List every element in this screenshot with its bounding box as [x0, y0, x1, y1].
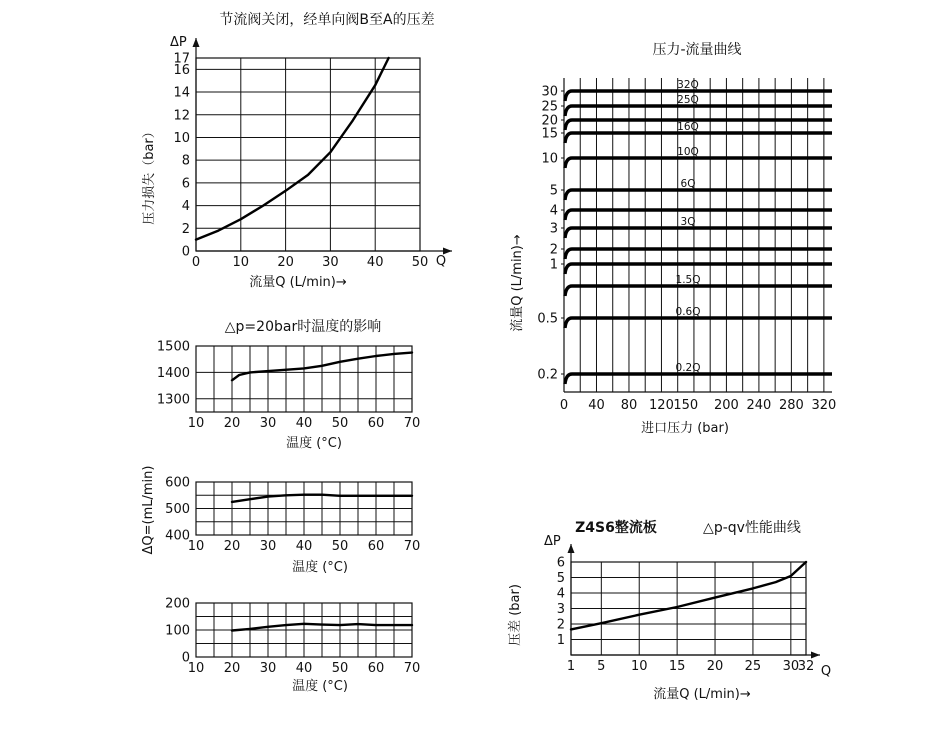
x-tick-label: 40	[295, 416, 313, 431]
x-axis-end-label: Q	[435, 254, 447, 269]
series-line	[565, 210, 832, 220]
chart-temp_flow	[165, 597, 420, 695]
x-tick-label: 30	[259, 539, 277, 554]
x-tick-label: 20	[223, 539, 241, 554]
series-label: 10Q	[677, 146, 699, 158]
x-tick-label: 10	[187, 539, 205, 554]
y-tick-label: 25	[541, 99, 558, 115]
x-axis-label: 进口压力 (bar)	[641, 421, 729, 436]
series-line	[565, 286, 832, 296]
x-tick-label: 70	[403, 539, 421, 554]
x-tick-label: 50	[331, 539, 349, 554]
x-tick-label: 40	[588, 398, 605, 413]
y-tick-label: 5	[549, 183, 558, 199]
y-tick-label: 12	[173, 108, 190, 124]
y-axis-arrow	[568, 544, 575, 655]
x-tick-label: 50	[411, 255, 429, 270]
y-tick-label: 0.5	[537, 311, 558, 327]
y-tick-label: 500	[165, 502, 190, 517]
y-tick-label: 200	[165, 596, 190, 612]
y-tick-label: 4	[549, 203, 558, 219]
y-axis-label: 压力损失（bar）	[142, 125, 157, 225]
chart-z4s6	[508, 519, 831, 702]
series-label: 0.2Q	[675, 362, 701, 374]
y-tick-label: 4	[556, 586, 565, 602]
y-tick-label: 0	[181, 650, 190, 666]
x-axis-end-label: Q	[820, 664, 832, 679]
chart-throttle	[141, 11, 452, 290]
chart-pressure_flow	[509, 41, 836, 436]
series-label: 16Q	[677, 121, 699, 133]
x-tick-label: 150	[673, 398, 699, 413]
y-tick-label: 17	[173, 51, 190, 67]
x-tick-label: 20	[223, 661, 241, 676]
y-tick-label: 6	[556, 555, 565, 571]
y-tick-label: 1	[556, 633, 565, 648]
y-tick-label: 16	[173, 62, 190, 78]
x-tick-label: 200	[714, 398, 739, 413]
y-tick-label: 0.2	[537, 367, 558, 383]
y-tick-label: 30	[541, 84, 558, 100]
x-tick-label: 240	[746, 398, 772, 413]
series-label: 32Q	[677, 79, 699, 91]
x-tick-label: 15	[668, 659, 686, 674]
y-tick-label: 20	[541, 113, 558, 129]
y-tick-label: 0	[181, 244, 190, 260]
y-tick-label: 14	[173, 85, 190, 101]
data-line	[571, 562, 806, 629]
x-axis-arrow	[196, 248, 452, 255]
y-tick-label: 10	[173, 130, 190, 146]
series-label: 0.6Q	[675, 306, 701, 318]
x-tick-label: 60	[367, 416, 385, 431]
y-tick-label: 100	[165, 623, 190, 639]
y-tick-label: 10	[541, 151, 558, 167]
y-tick-label: 3	[549, 221, 558, 237]
x-axis-label: 流量Q (L/min)→	[653, 687, 751, 702]
x-tick-label: 80	[620, 398, 638, 413]
series-line	[565, 133, 832, 143]
y-tick-label: 8	[181, 153, 190, 169]
y-tick-label: 1400	[156, 365, 190, 381]
chart-temp_leak	[141, 466, 420, 575]
x-tick-label: 50	[331, 661, 349, 676]
x-axis-arrow	[571, 652, 820, 659]
series-line	[565, 190, 832, 200]
x-tick-label: 0	[559, 398, 569, 413]
x-tick-label: 20	[706, 659, 724, 674]
x-tick-label: 40	[366, 255, 384, 270]
x-tick-label: 10	[187, 661, 205, 676]
x-tick-label: 32	[797, 659, 815, 674]
x-tick-label: 70	[403, 416, 421, 431]
x-tick-label: 30	[259, 661, 277, 676]
y-axis-end-label: ΔP	[544, 534, 561, 549]
series-label: 1.5Q	[675, 274, 701, 286]
x-tick-label: 10	[232, 255, 250, 270]
y-axis-end-label: ΔP	[170, 35, 187, 50]
series-line	[565, 106, 832, 116]
y-axis-label: ΔQ=(mL/min)	[141, 465, 156, 555]
series-line	[565, 318, 832, 328]
y-tick-label: 2	[549, 242, 558, 258]
x-axis-label: 流量Q (L/min)→	[249, 275, 347, 290]
x-tick-label: 40	[295, 539, 313, 554]
x-tick-label: 10	[187, 416, 205, 431]
x-tick-label: 30	[259, 416, 277, 431]
y-tick-label: 2	[556, 617, 565, 633]
x-tick-label: 50	[331, 416, 349, 431]
y-tick-label: 5	[556, 571, 565, 586]
series-line	[565, 374, 832, 384]
y-tick-label: 1500	[156, 339, 190, 355]
chart-title: △p=20bar时温度的影响	[224, 319, 382, 335]
x-tick-label: 0	[191, 255, 201, 270]
x-axis-label: 温度 (°C)	[292, 560, 348, 575]
x-tick-label: 70	[403, 661, 421, 676]
chart-title: 节流阀关闭，经单向阀B至A的压差	[219, 12, 435, 28]
x-tick-label: 5	[597, 659, 606, 674]
y-tick-label: 1300	[156, 392, 190, 408]
chart-temp_pressure	[157, 318, 420, 451]
series-line	[565, 158, 832, 168]
y-tick-label: 3	[556, 602, 565, 617]
series-line	[565, 228, 832, 238]
x-tick-label: 10	[630, 659, 648, 674]
x-axis-label: 温度 (°C)	[292, 679, 348, 694]
y-tick-label: 4	[181, 199, 190, 215]
y-tick-label: 2	[181, 221, 190, 237]
series-line	[565, 264, 832, 274]
y-tick-label: 400	[165, 528, 190, 544]
x-tick-label: 30	[782, 659, 800, 674]
y-tick-label: 600	[165, 475, 190, 491]
x-tick-label: 30	[322, 255, 339, 270]
x-tick-label: 280	[778, 398, 804, 413]
series-line	[565, 249, 832, 259]
x-tick-label: 25	[744, 659, 762, 674]
series-label: 3Q	[680, 216, 696, 228]
data-line	[196, 58, 389, 240]
y-tick-label: 15	[541, 126, 558, 142]
chart-title: Z4S6整流板	[575, 520, 657, 536]
y-tick-label: 6	[181, 176, 190, 192]
y-axis-arrow	[193, 38, 200, 251]
chart-subtitle: △p-qv性能曲线	[703, 520, 801, 536]
x-tick-label: 1	[566, 659, 576, 674]
x-tick-label: 320	[811, 398, 837, 413]
x-tick-label: 20	[223, 416, 241, 431]
series-label: 6Q	[680, 178, 696, 190]
x-axis-label: 温度 (°C)	[286, 436, 342, 451]
y-axis-label: 压差 (bar)	[508, 584, 523, 646]
chart-title: 压力-流量曲线	[652, 42, 742, 58]
x-tick-label: 60	[367, 661, 385, 676]
x-tick-label: 40	[295, 661, 313, 676]
y-tick-label: 1	[549, 257, 558, 273]
plot-frame	[196, 58, 420, 251]
x-tick-label: 20	[277, 255, 294, 270]
x-tick-label: 60	[367, 539, 385, 554]
y-axis-label: 流量Q (L/min)→	[510, 234, 525, 332]
x-tick-label: 120	[649, 398, 674, 413]
series-label: 25Q	[677, 94, 699, 106]
